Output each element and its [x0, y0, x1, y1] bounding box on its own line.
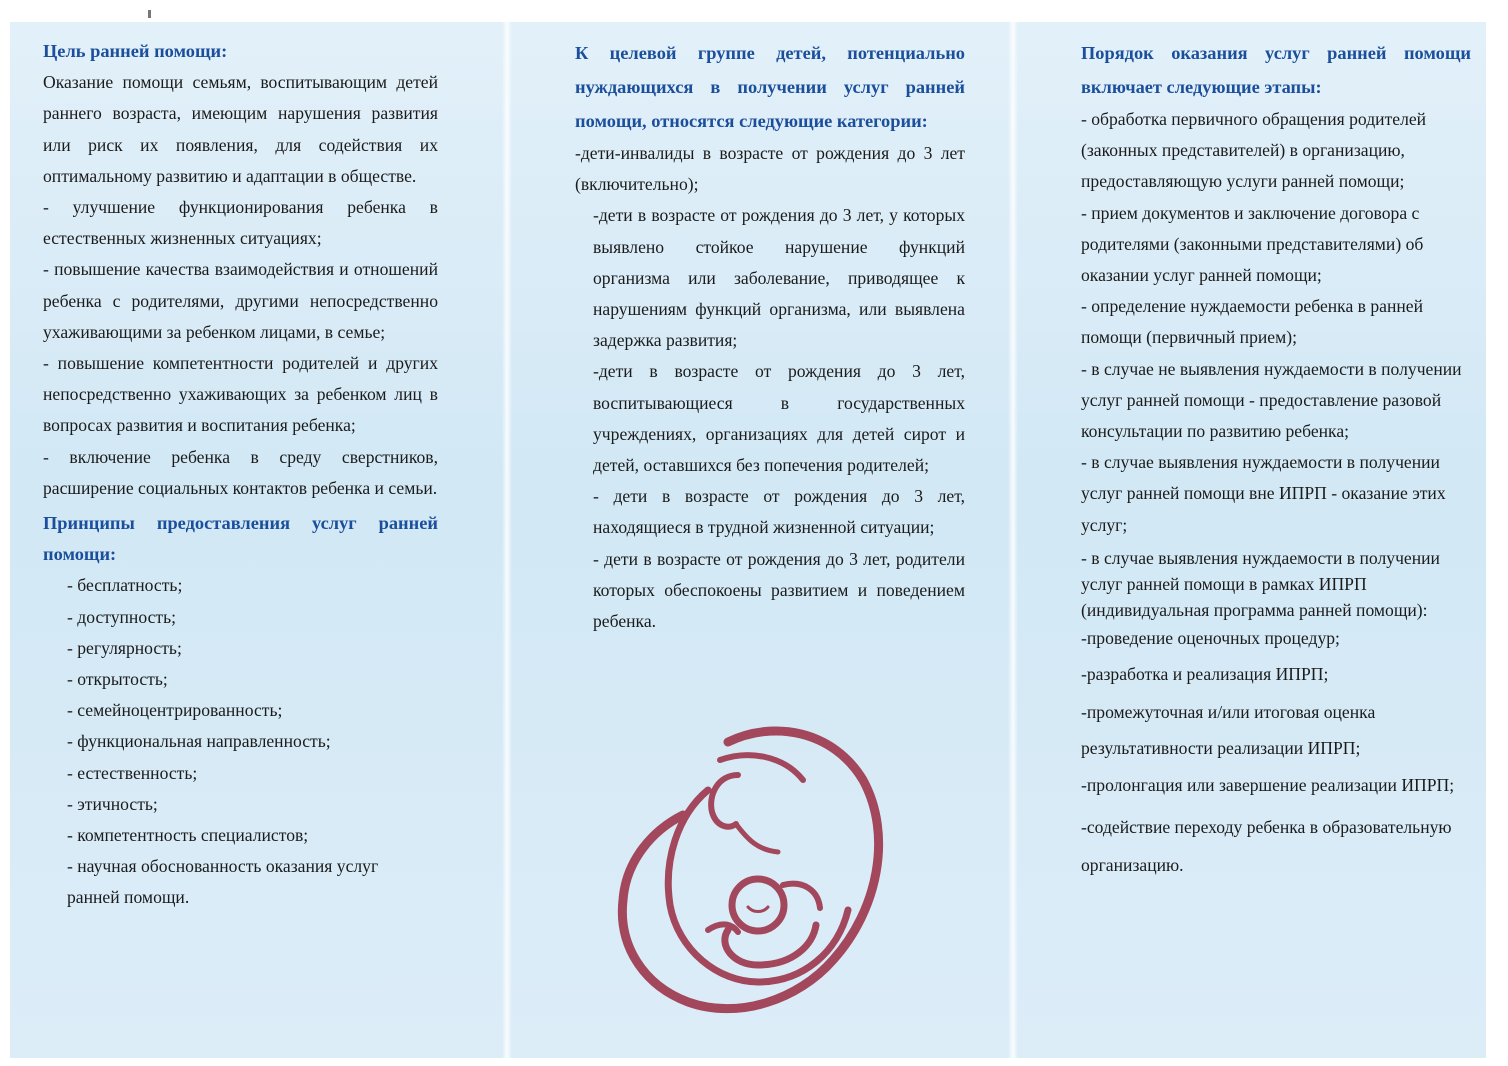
goal-text: Оказание помощи семьям, воспитывающим детей раннего возраста, имеющим нарушения развития или риск их появления, для содействия их оптимальному развитию и адаптации в обществе. [43, 72, 438, 186]
iprp-step: -разработка и реализация ИПРП; [1081, 664, 1329, 685]
target-group-heading: К целевой группе детей, потенциально нуждающихся в получении услуг ранней помощи, относятся следующие категории: [575, 43, 965, 131]
category-item: -дети-инвалиды в возрасте от рождения до 3 лет (включительно); [575, 143, 965, 195]
principle-item: - компетентность специалистов; [67, 825, 309, 846]
panel-right [1081, 36, 1471, 884]
category-item: -дети в возрасте от рождения до 3 лет, у которых выявлено стойкое нарушение функций организма или заболевание, приводящее к нарушениям функций организма, или выявлена задержка развития; [593, 205, 965, 351]
mother-and-baby-logo-icon [608, 720, 888, 1020]
stage-item-iprp: - в случае выявления нуждаемости в получении услуг ранней помощи в рамках ИПРП (индивидуальная программа ранней помощи): [1081, 547, 1440, 620]
scan-speck [148, 10, 151, 18]
iprp-step: -пролонгация или завершение реализации ИПРП; [1081, 775, 1455, 796]
stages-heading: Порядок оказания услуг ранней помощи включает следующие этапы: [1081, 43, 1471, 97]
principle-item: - естественность; [67, 762, 198, 783]
stage-item: - прием документов и заключение договора с родителями (законными представителями) об оказании услуг ранней помощи; [1081, 202, 1424, 286]
principle-item: - научная обоснованность оказания услуг ранней помощи. [67, 856, 379, 908]
panel-left [43, 36, 438, 914]
principles-heading: Принципы предоставления услуг ранней помощи: [43, 513, 438, 565]
goal-item: - улучшение функционирования ребенка в естественных жизненных ситуациях; [43, 197, 438, 249]
category-item: -дети в возрасте от рождения до 3 лет, воспитывающиеся в государственных учреждениях, организациях для детей сирот и детей, оставшихся без попечения родителей; [593, 361, 965, 476]
goal-heading: Цель ранней помощи: [43, 41, 228, 61]
stage-item: - в случае выявления нуждаемости в получении услуг ранней помощи вне ИПРП - оказание этих услуг; [1081, 452, 1446, 535]
goal-item: - повышение качества взаимодействия и отношений ребенка с родителями, другими непосредственно ухаживающими за ребенком лицами, в семье; [43, 259, 438, 342]
principle-item: - регулярность; [67, 637, 182, 658]
stage-item: - обработка первичного обращения родителей (законных представителей) в организацию, предоставляющую услуги ранней помощи; [1081, 109, 1427, 192]
fold-line-right [1008, 22, 1018, 1058]
principle-item: - функциональная направленность; [67, 731, 331, 752]
principle-item: - доступность; [67, 606, 176, 627]
category-item: - дети в возрасте от рождения до 3 лет, родители которых обеспокоены развитием и поведением ребенка. [593, 548, 965, 632]
fold-line-left [502, 22, 512, 1058]
principle-item: - семейноцентрированность; [67, 700, 283, 721]
iprp-step: -проведение оценочных процедур; [1081, 627, 1340, 648]
principle-item: - этичность; [67, 793, 158, 814]
panel-middle [575, 36, 965, 637]
iprp-step: -содействие переходу ребенка в образовательную организацию. [1081, 817, 1452, 876]
category-item: - дети в возрасте от рождения до 3 лет, находящиеся в трудной жизненной ситуации; [593, 486, 965, 538]
principle-item: - бесплатность; [67, 575, 183, 596]
principle-item: - открытость; [67, 669, 168, 690]
stage-item: - определение нуждаемости ребенка в ранней помощи (первичный прием); [1081, 296, 1424, 348]
goal-item: - включение ребенка в среду сверстников, расширение социальных контактов ребенка и семьи. [43, 446, 438, 498]
goal-item: - повышение компетентности родителей и других непосредственно ухаживающих за ребенком лиц в вопросах развития и воспитания ребенка; [43, 353, 438, 436]
stage-item: - в случае не выявления нуждаемости в получении услуг ранней помощи - предоставление разовой консультации по развитию ребенка; [1081, 358, 1462, 442]
iprp-step: -промежуточная и/или итоговая оценка результативности реализации ИПРП; [1081, 702, 1376, 759]
